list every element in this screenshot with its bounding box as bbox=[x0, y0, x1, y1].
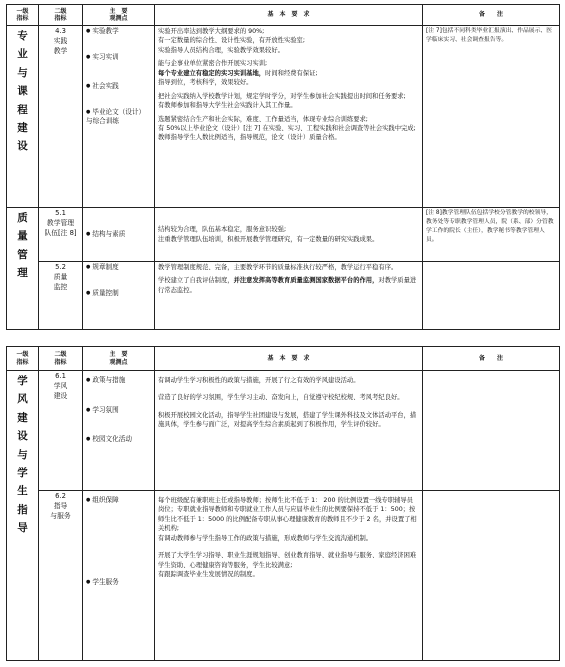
point-experiment: ● 实验教学 bbox=[86, 27, 151, 37]
level2-indicator-5-2: 5.2 质量 监控 bbox=[39, 262, 83, 330]
point-regulations: ● 规章制度 bbox=[86, 263, 151, 273]
header-level2-2: 二级 指标 bbox=[39, 347, 83, 371]
observation-points-6-1 bbox=[83, 371, 155, 491]
level2-indicator-6-2: 6.2 指导 与服务 bbox=[39, 491, 83, 661]
level2-indicator-6-1: 6.1 学风 建设 bbox=[39, 371, 83, 491]
level2-indicator-5-1: 5.1 教学管理 队伍[注 8] bbox=[39, 208, 83, 262]
requirements-6-1: 有调动学生学习积极性的政策与措施，开展了行之有效的学风建设活动。 营造了良好的学习氛围，学生学习主动、奋发向上，自觉遵守校纪校规、考风考纪良好。 积极开展校园文化活动，指导学生社团建设与发展，搭建了学生课外科技及文体活动平台，措施具体，学生参与面广泛，对提高学生综合素质起到了积极作用，学生评价较好。 bbox=[155, 371, 423, 491]
point-student-services: ● 学生服务 bbox=[86, 578, 151, 588]
requirements-6-2: 每个班级配有兼职班主任或指导教师；按师生比不低于 1： 200 的比例设置一线专职辅导员岗位；专职就业指导教师和专职就业工作人员与应届毕业生的比例要保持不低于 1：500；按师生比不低于 1：5000 的比例配备专职从事心理健康教育的教师且不少于 2 名，并设置了相关机构; 有调动教师参与学生指导工作的政策与措施，形成教师与学生交流沟通机制。 开展了大学生学习指导、职业生涯规划指导、创业教育指导、就业指导与服务、家庭经济困难学生资助、心理健康咨询等服务，学生比较满意; 有跟踪调查毕业生发展情况的制度。 bbox=[155, 491, 423, 661]
table-row-5-2 bbox=[7, 262, 560, 330]
table-row-6-1 bbox=[7, 371, 560, 491]
header-notes-2: 备 注 bbox=[423, 347, 560, 371]
observation-points-6-2 bbox=[83, 491, 155, 661]
requirements-5-2: 教学管理制度规范、完备，主要教学环节的质量标准执行较严格，教学运行平稳有序。 学校建立了自我评估制度，并注意发挥高等教育质量监测国家数据平台的作用，对教学质量进行常态监控。 bbox=[155, 262, 423, 330]
table-row-6-2 bbox=[7, 491, 560, 661]
header-notes: 备 注 bbox=[423, 5, 560, 26]
note-empty-5-2 bbox=[423, 262, 560, 330]
point-structure: ● 结构与素质 bbox=[86, 230, 151, 240]
header-level2: 二级 指标 bbox=[39, 5, 83, 26]
header-requirements: 基 本 要 求 bbox=[155, 5, 423, 26]
point-thesis: ● 毕业论文（设计）与综合训练 bbox=[86, 108, 151, 127]
header-level1-2: 一级 指标 bbox=[7, 347, 39, 371]
level1-indicator-study-style: 学 风 建 设 与 学 生 指 导 bbox=[7, 371, 39, 661]
level2-indicator-4-3: 4.3 实践 教学 bbox=[39, 26, 83, 208]
requirements-4-3: 实验开出率达到教学大纲要求的 90%; 有一定数量的综合性、设计性实验，有开放性实验室; 实验指导人员结构合理，实验教学效果较好。 能与企事业单位紧密合作开展实习实训; 每个专业建立有稳定的实习实训基地，时间和经费有保证; 指导到位，考核科学，效果较好。 把社会实践纳入学校教学计划，规定学时学分，对学生参加社会实践提出时间和任务要求; 有教师参加和指导大学生社会实践计入其工作量。 选题紧密结合生产和社会实际，难度、工作量适当，体现专业综合训练要求; 有 50%以上毕业论文（设计）[注 7] 在实验、实习、工程实践和社会调查等社会实践中完成; 教师指导学生人数比例适当，指导规范，论文（设计）质量合格。 bbox=[155, 26, 423, 208]
header-level1: 一级 指标 bbox=[7, 5, 39, 26]
point-quality-control: ● 质量控制 bbox=[86, 289, 151, 299]
note-empty-6-1 bbox=[423, 371, 560, 491]
point-social-practice: ● 社会实践 bbox=[86, 82, 151, 92]
table-header-row bbox=[7, 5, 560, 26]
requirements-5-1: 结构较为合理，队伍基本稳定，服务意识较强; 注重教学管理队伍培训，积极开展教学管理研究，有一定数量的研究实践成果。 bbox=[155, 208, 423, 262]
observation-points-5-2 bbox=[83, 262, 155, 330]
header-points: 主 要 观测点 bbox=[83, 5, 155, 26]
note-7: [注 7]包括不同科类毕业汇报演出、作品展示、医学临床实习、社会调查报告等。 bbox=[423, 26, 560, 208]
observation-points-4-3 bbox=[83, 26, 155, 208]
note-empty-6-2 bbox=[423, 491, 560, 661]
observation-points-5-1 bbox=[83, 208, 155, 262]
point-policy: ● 政策与措施 bbox=[86, 376, 151, 386]
table-row-5-1 bbox=[7, 208, 560, 262]
table-row-4-3 bbox=[7, 26, 560, 208]
header-points-2: 主 要 观测点 bbox=[83, 347, 155, 371]
table-header-row-2 bbox=[7, 347, 560, 371]
level1-indicator-major-course: 专 业 与 课 程 建 设 bbox=[7, 26, 39, 208]
level1-indicator-quality: 质 量 管 理 bbox=[7, 208, 39, 330]
point-internship: ● 实习实训 bbox=[86, 53, 151, 63]
indicator-table-top bbox=[6, 4, 560, 330]
header-requirements-2: 基 本 要 求 bbox=[155, 347, 423, 371]
point-campus-culture: ● 校园文化活动 bbox=[86, 435, 151, 445]
note-8: [注 8]教学管理队伍包括学校分管教学的校领导，教务处等专职教学管理人员，院（系、部）分管教学工作的院长（主任），教学秘书等教学管理人员。 bbox=[423, 208, 560, 262]
indicator-table-bottom bbox=[6, 346, 560, 661]
point-atmosphere: ● 学习氛围 bbox=[86, 406, 151, 416]
point-organization: ● 组织保障 bbox=[86, 496, 151, 506]
